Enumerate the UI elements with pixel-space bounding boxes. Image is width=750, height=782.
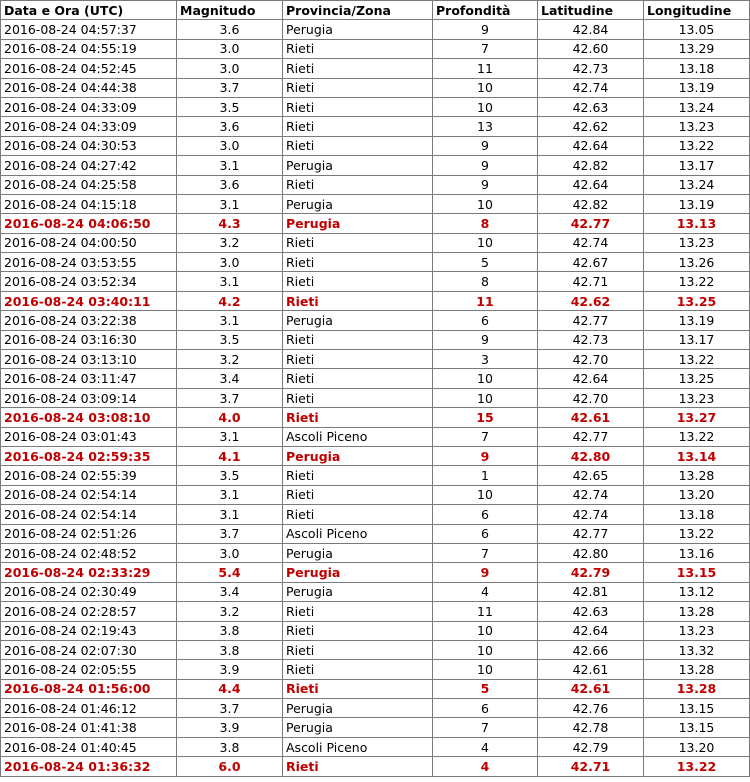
- cell-depth: 9: [433, 563, 538, 582]
- cell-province: Perugia: [283, 194, 433, 213]
- cell-magnitude: 3.2: [177, 233, 283, 252]
- cell-longitude: 13.20: [644, 485, 750, 504]
- cell-datetime: 2016-08-24 03:22:38: [1, 311, 177, 330]
- cell-depth: 8: [433, 214, 538, 233]
- cell-magnitude: 3.2: [177, 350, 283, 369]
- cell-latitude: 42.77: [538, 427, 644, 446]
- cell-latitude: 42.77: [538, 311, 644, 330]
- cell-province: Perugia: [283, 582, 433, 601]
- cell-depth: 10: [433, 97, 538, 116]
- cell-longitude: 13.19: [644, 311, 750, 330]
- cell-longitude: 13.22: [644, 272, 750, 291]
- table-row: [1, 466, 750, 485]
- cell-depth: 10: [433, 388, 538, 407]
- cell-longitude: 13.18: [644, 505, 750, 524]
- table-row: [1, 563, 750, 582]
- cell-datetime: 2016-08-24 04:55:19: [1, 39, 177, 58]
- cell-latitude: 42.79: [538, 563, 644, 582]
- cell-magnitude: 3.4: [177, 369, 283, 388]
- table-row: [1, 640, 750, 659]
- cell-magnitude: 3.1: [177, 156, 283, 175]
- table-row: [1, 582, 750, 601]
- cell-latitude: 42.84: [538, 20, 644, 39]
- cell-datetime: 2016-08-24 01:56:00: [1, 679, 177, 698]
- cell-magnitude: 3.8: [177, 737, 283, 756]
- cell-depth: 6: [433, 699, 538, 718]
- table-row: [1, 505, 750, 524]
- cell-longitude: 13.25: [644, 291, 750, 310]
- cell-magnitude: 3.1: [177, 427, 283, 446]
- cell-longitude: 13.24: [644, 97, 750, 116]
- cell-latitude: 42.64: [538, 369, 644, 388]
- header-province: Provincia/Zona: [283, 1, 433, 20]
- table-row: [1, 59, 750, 78]
- cell-datetime: 2016-08-24 02:30:49: [1, 582, 177, 601]
- cell-province: Rieti: [283, 388, 433, 407]
- cell-datetime: 2016-08-24 03:16:30: [1, 330, 177, 349]
- cell-depth: 6: [433, 505, 538, 524]
- cell-magnitude: 3.1: [177, 272, 283, 291]
- table-row: [1, 408, 750, 427]
- cell-depth: 4: [433, 737, 538, 756]
- cell-province: Perugia: [283, 156, 433, 175]
- cell-longitude: 13.23: [644, 621, 750, 640]
- cell-magnitude: 5.4: [177, 563, 283, 582]
- cell-latitude: 42.74: [538, 485, 644, 504]
- table-row: [1, 621, 750, 640]
- cell-datetime: 2016-08-24 03:08:10: [1, 408, 177, 427]
- cell-latitude: 42.67: [538, 253, 644, 272]
- cell-latitude: 42.77: [538, 524, 644, 543]
- cell-depth: 15: [433, 408, 538, 427]
- cell-depth: 10: [433, 485, 538, 504]
- cell-longitude: 13.13: [644, 214, 750, 233]
- cell-longitude: 13.22: [644, 757, 750, 776]
- cell-datetime: 2016-08-24 04:06:50: [1, 214, 177, 233]
- cell-magnitude: 3.9: [177, 660, 283, 679]
- cell-depth: 9: [433, 136, 538, 155]
- cell-datetime: 2016-08-24 02:19:43: [1, 621, 177, 640]
- cell-province: Rieti: [283, 233, 433, 252]
- cell-province: Rieti: [283, 291, 433, 310]
- cell-magnitude: 3.6: [177, 175, 283, 194]
- header-datetime: Data e Ora (UTC): [1, 1, 177, 20]
- cell-province: Perugia: [283, 563, 433, 582]
- cell-province: Rieti: [283, 485, 433, 504]
- cell-latitude: 42.64: [538, 136, 644, 155]
- cell-province: Ascoli Piceno: [283, 524, 433, 543]
- table-row: [1, 350, 750, 369]
- cell-datetime: 2016-08-24 02:28:57: [1, 602, 177, 621]
- table-row: [1, 136, 750, 155]
- cell-longitude: 13.15: [644, 699, 750, 718]
- cell-magnitude: 3.0: [177, 59, 283, 78]
- header-longitude: Longitudine: [644, 1, 750, 20]
- cell-longitude: 13.28: [644, 679, 750, 698]
- table-row: [1, 311, 750, 330]
- cell-depth: 10: [433, 660, 538, 679]
- cell-datetime: 2016-08-24 03:53:55: [1, 253, 177, 272]
- cell-longitude: 13.15: [644, 718, 750, 737]
- cell-longitude: 13.29: [644, 39, 750, 58]
- cell-province: Ascoli Piceno: [283, 737, 433, 756]
- cell-longitude: 13.15: [644, 563, 750, 582]
- cell-longitude: 13.22: [644, 524, 750, 543]
- cell-depth: 9: [433, 446, 538, 465]
- header-magnitude: Magnitudo: [177, 1, 283, 20]
- cell-longitude: 13.19: [644, 78, 750, 97]
- cell-depth: 5: [433, 253, 538, 272]
- cell-longitude: 13.23: [644, 233, 750, 252]
- table-row: [1, 718, 750, 737]
- cell-datetime: 2016-08-24 03:01:43: [1, 427, 177, 446]
- cell-magnitude: 4.2: [177, 291, 283, 310]
- cell-latitude: 42.73: [538, 59, 644, 78]
- cell-magnitude: 3.9: [177, 718, 283, 737]
- cell-depth: 13: [433, 117, 538, 136]
- cell-latitude: 42.70: [538, 388, 644, 407]
- cell-depth: 9: [433, 20, 538, 39]
- cell-datetime: 2016-08-24 01:36:32: [1, 757, 177, 776]
- cell-latitude: 42.71: [538, 272, 644, 291]
- cell-latitude: 42.74: [538, 78, 644, 97]
- cell-depth: 3: [433, 350, 538, 369]
- cell-datetime: 2016-08-24 03:52:34: [1, 272, 177, 291]
- cell-longitude: 13.22: [644, 350, 750, 369]
- table-row: [1, 369, 750, 388]
- cell-magnitude: 3.6: [177, 117, 283, 136]
- cell-longitude: 13.28: [644, 466, 750, 485]
- cell-depth: 5: [433, 679, 538, 698]
- cell-longitude: 13.23: [644, 117, 750, 136]
- cell-magnitude: 4.3: [177, 214, 283, 233]
- cell-magnitude: 3.8: [177, 621, 283, 640]
- table-row: [1, 78, 750, 97]
- table-row: [1, 291, 750, 310]
- cell-depth: 9: [433, 156, 538, 175]
- cell-longitude: 13.28: [644, 602, 750, 621]
- cell-depth: 1: [433, 466, 538, 485]
- cell-longitude: 13.19: [644, 194, 750, 213]
- cell-province: Rieti: [283, 39, 433, 58]
- cell-latitude: 42.82: [538, 194, 644, 213]
- table-row: [1, 20, 750, 39]
- cell-depth: 10: [433, 640, 538, 659]
- cell-longitude: 13.25: [644, 369, 750, 388]
- cell-datetime: 2016-08-24 02:54:14: [1, 485, 177, 504]
- cell-depth: 11: [433, 602, 538, 621]
- cell-datetime: 2016-08-24 02:59:35: [1, 446, 177, 465]
- table-row: [1, 214, 750, 233]
- cell-latitude: 42.80: [538, 446, 644, 465]
- cell-longitude: 13.05: [644, 20, 750, 39]
- cell-latitude: 42.61: [538, 660, 644, 679]
- cell-longitude: 13.20: [644, 737, 750, 756]
- cell-depth: 7: [433, 427, 538, 446]
- cell-magnitude: 3.7: [177, 78, 283, 97]
- cell-depth: 7: [433, 543, 538, 562]
- table-row: [1, 543, 750, 562]
- cell-province: Rieti: [283, 59, 433, 78]
- cell-latitude: 42.74: [538, 233, 644, 252]
- cell-province: Rieti: [283, 97, 433, 116]
- cell-depth: 6: [433, 311, 538, 330]
- cell-datetime: 2016-08-24 02:33:29: [1, 563, 177, 582]
- cell-datetime: 2016-08-24 04:33:09: [1, 117, 177, 136]
- cell-province: Rieti: [283, 466, 433, 485]
- cell-latitude: 42.73: [538, 330, 644, 349]
- cell-datetime: 2016-08-24 04:44:38: [1, 78, 177, 97]
- cell-datetime: 2016-08-24 01:40:45: [1, 737, 177, 756]
- cell-province: Rieti: [283, 330, 433, 349]
- cell-magnitude: 3.6: [177, 20, 283, 39]
- cell-latitude: 42.71: [538, 757, 644, 776]
- cell-province: Perugia: [283, 718, 433, 737]
- cell-magnitude: 3.0: [177, 136, 283, 155]
- cell-datetime: 2016-08-24 02:51:26: [1, 524, 177, 543]
- cell-datetime: 2016-08-24 03:11:47: [1, 369, 177, 388]
- cell-magnitude: 3.4: [177, 582, 283, 601]
- cell-longitude: 13.12: [644, 582, 750, 601]
- cell-datetime: 2016-08-24 01:46:12: [1, 699, 177, 718]
- cell-magnitude: 4.4: [177, 679, 283, 698]
- table-row: [1, 485, 750, 504]
- table-row: [1, 388, 750, 407]
- table-row: [1, 757, 750, 776]
- cell-datetime: 2016-08-24 02:55:39: [1, 466, 177, 485]
- cell-province: Rieti: [283, 621, 433, 640]
- cell-province: Ascoli Piceno: [283, 427, 433, 446]
- cell-magnitude: 3.1: [177, 194, 283, 213]
- cell-province: Rieti: [283, 175, 433, 194]
- cell-province: Rieti: [283, 253, 433, 272]
- cell-longitude: 13.23: [644, 388, 750, 407]
- cell-latitude: 42.62: [538, 291, 644, 310]
- table-row: [1, 737, 750, 756]
- cell-depth: 9: [433, 330, 538, 349]
- cell-province: Rieti: [283, 505, 433, 524]
- cell-magnitude: 3.1: [177, 505, 283, 524]
- cell-longitude: 13.16: [644, 543, 750, 562]
- table-row: [1, 117, 750, 136]
- cell-depth: 6: [433, 524, 538, 543]
- table-row: [1, 330, 750, 349]
- cell-magnitude: 3.5: [177, 97, 283, 116]
- cell-depth: 7: [433, 39, 538, 58]
- header-row: [1, 1, 750, 20]
- cell-magnitude: 3.5: [177, 330, 283, 349]
- cell-province: Perugia: [283, 20, 433, 39]
- cell-magnitude: 6.0: [177, 757, 283, 776]
- cell-depth: 10: [433, 233, 538, 252]
- cell-province: Perugia: [283, 543, 433, 562]
- cell-province: Perugia: [283, 699, 433, 718]
- cell-province: Rieti: [283, 679, 433, 698]
- table-row: [1, 39, 750, 58]
- cell-latitude: 42.76: [538, 699, 644, 718]
- cell-magnitude: 3.7: [177, 699, 283, 718]
- cell-datetime: 2016-08-24 02:48:52: [1, 543, 177, 562]
- cell-province: Rieti: [283, 640, 433, 659]
- cell-datetime: 2016-08-24 04:15:18: [1, 194, 177, 213]
- cell-latitude: 42.78: [538, 718, 644, 737]
- table-row: [1, 446, 750, 465]
- cell-province: Rieti: [283, 350, 433, 369]
- cell-depth: 10: [433, 369, 538, 388]
- cell-magnitude: 3.2: [177, 602, 283, 621]
- table-row: [1, 272, 750, 291]
- table-row: [1, 524, 750, 543]
- table-row: [1, 699, 750, 718]
- cell-datetime: 2016-08-24 04:27:42: [1, 156, 177, 175]
- cell-depth: 4: [433, 582, 538, 601]
- cell-magnitude: 3.0: [177, 253, 283, 272]
- cell-datetime: 2016-08-24 04:00:50: [1, 233, 177, 252]
- cell-province: Rieti: [283, 78, 433, 97]
- cell-province: Perugia: [283, 446, 433, 465]
- header-depth: Profondità: [433, 1, 538, 20]
- cell-latitude: 42.63: [538, 97, 644, 116]
- cell-latitude: 42.64: [538, 621, 644, 640]
- table-row: [1, 156, 750, 175]
- cell-latitude: 42.63: [538, 602, 644, 621]
- cell-latitude: 42.70: [538, 350, 644, 369]
- cell-latitude: 42.77: [538, 214, 644, 233]
- cell-longitude: 13.28: [644, 660, 750, 679]
- cell-depth: 10: [433, 194, 538, 213]
- cell-datetime: 2016-08-24 02:54:14: [1, 505, 177, 524]
- table-row: [1, 679, 750, 698]
- cell-magnitude: 4.1: [177, 446, 283, 465]
- cell-province: Rieti: [283, 602, 433, 621]
- cell-magnitude: 4.0: [177, 408, 283, 427]
- cell-depth: 9: [433, 175, 538, 194]
- cell-longitude: 13.18: [644, 59, 750, 78]
- cell-province: Rieti: [283, 408, 433, 427]
- cell-longitude: 13.32: [644, 640, 750, 659]
- cell-province: Rieti: [283, 369, 433, 388]
- cell-province: Rieti: [283, 136, 433, 155]
- cell-magnitude: 3.0: [177, 543, 283, 562]
- cell-latitude: 42.66: [538, 640, 644, 659]
- cell-magnitude: 3.7: [177, 388, 283, 407]
- table-row: [1, 194, 750, 213]
- cell-depth: 11: [433, 291, 538, 310]
- cell-datetime: 2016-08-24 04:25:58: [1, 175, 177, 194]
- cell-longitude: 13.17: [644, 330, 750, 349]
- table-row: [1, 175, 750, 194]
- cell-province: Rieti: [283, 660, 433, 679]
- table-row: [1, 97, 750, 116]
- cell-longitude: 13.14: [644, 446, 750, 465]
- cell-latitude: 42.80: [538, 543, 644, 562]
- cell-latitude: 42.81: [538, 582, 644, 601]
- cell-longitude: 13.27: [644, 408, 750, 427]
- cell-latitude: 42.60: [538, 39, 644, 58]
- cell-datetime: 2016-08-24 04:52:45: [1, 59, 177, 78]
- cell-datetime: 2016-08-24 03:09:14: [1, 388, 177, 407]
- cell-longitude: 13.22: [644, 136, 750, 155]
- cell-latitude: 42.61: [538, 408, 644, 427]
- cell-province: Rieti: [283, 757, 433, 776]
- cell-depth: 7: [433, 718, 538, 737]
- cell-province: Perugia: [283, 311, 433, 330]
- cell-latitude: 42.61: [538, 679, 644, 698]
- table-body: [1, 20, 750, 776]
- cell-magnitude: 3.5: [177, 466, 283, 485]
- cell-magnitude: 3.1: [177, 485, 283, 504]
- table-row: [1, 253, 750, 272]
- cell-depth: 8: [433, 272, 538, 291]
- cell-latitude: 42.82: [538, 156, 644, 175]
- cell-datetime: 2016-08-24 02:07:30: [1, 640, 177, 659]
- cell-latitude: 42.62: [538, 117, 644, 136]
- cell-depth: 10: [433, 78, 538, 97]
- table-row: [1, 660, 750, 679]
- cell-province: Rieti: [283, 117, 433, 136]
- cell-depth: 4: [433, 757, 538, 776]
- cell-latitude: 42.74: [538, 505, 644, 524]
- cell-datetime: 2016-08-24 01:41:38: [1, 718, 177, 737]
- cell-datetime: 2016-08-24 03:40:11: [1, 291, 177, 310]
- cell-latitude: 42.65: [538, 466, 644, 485]
- cell-datetime: 2016-08-24 02:05:55: [1, 660, 177, 679]
- cell-longitude: 13.17: [644, 156, 750, 175]
- header-latitude: Latitudine: [538, 1, 644, 20]
- cell-datetime: 2016-08-24 03:13:10: [1, 350, 177, 369]
- cell-datetime: 2016-08-24 04:30:53: [1, 136, 177, 155]
- cell-datetime: 2016-08-24 04:33:09: [1, 97, 177, 116]
- cell-datetime: 2016-08-24 04:57:37: [1, 20, 177, 39]
- cell-magnitude: 3.7: [177, 524, 283, 543]
- cell-latitude: 42.79: [538, 737, 644, 756]
- table-row: [1, 602, 750, 621]
- cell-depth: 11: [433, 59, 538, 78]
- table-row: [1, 233, 750, 252]
- cell-magnitude: 3.1: [177, 311, 283, 330]
- cell-province: Rieti: [283, 272, 433, 291]
- cell-longitude: 13.26: [644, 253, 750, 272]
- cell-magnitude: 3.8: [177, 640, 283, 659]
- cell-longitude: 13.22: [644, 427, 750, 446]
- cell-magnitude: 3.0: [177, 39, 283, 58]
- table-row: [1, 427, 750, 446]
- cell-longitude: 13.24: [644, 175, 750, 194]
- cell-depth: 10: [433, 621, 538, 640]
- cell-province: Perugia: [283, 214, 433, 233]
- cell-latitude: 42.64: [538, 175, 644, 194]
